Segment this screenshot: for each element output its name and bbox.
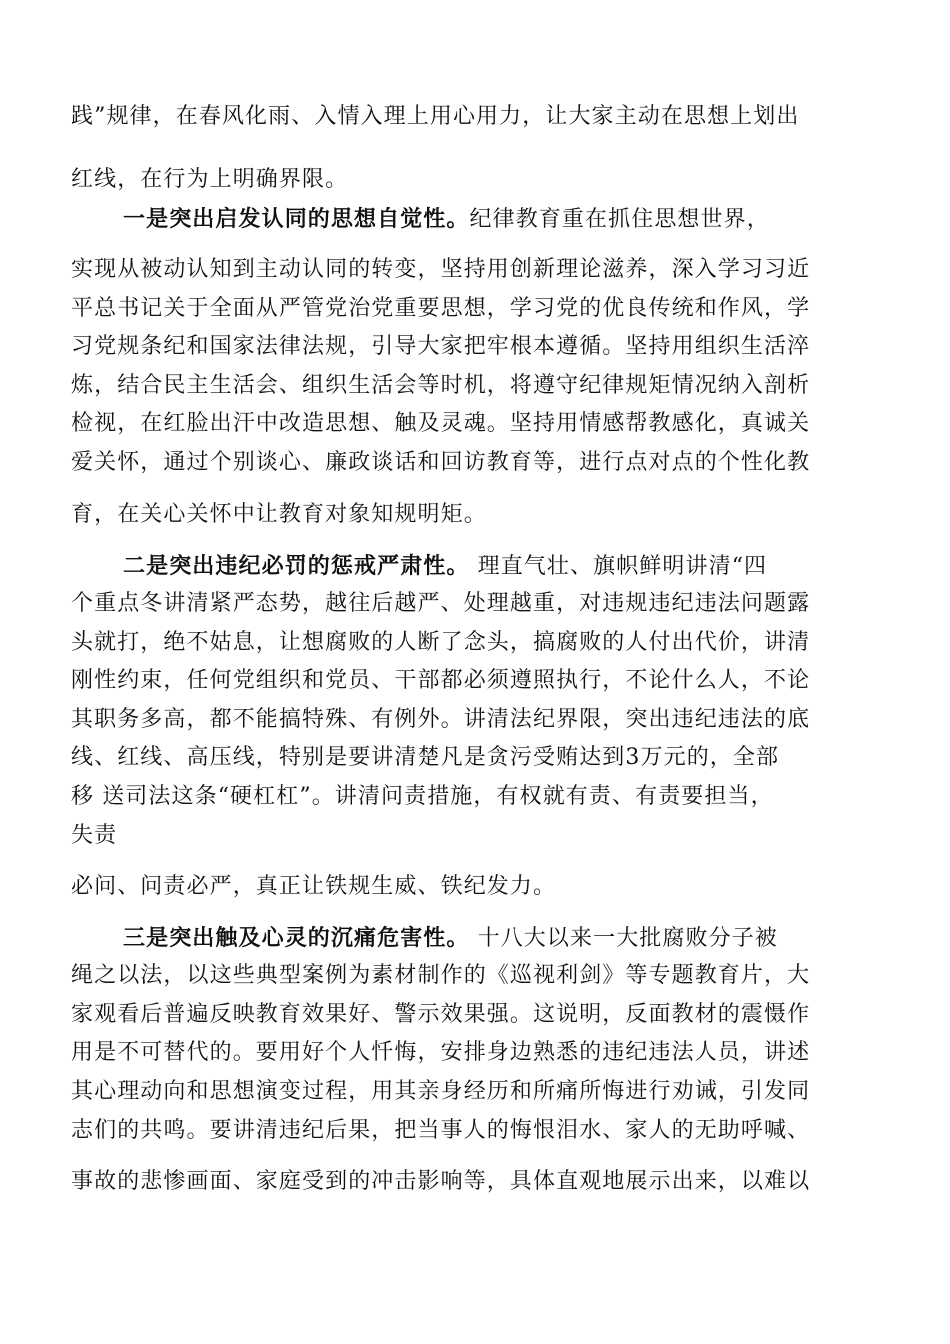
text-line: 家观看后普遍反映教育效果好、警示效果强。这说明，反面教材的震慑作 <box>71 1002 811 1027</box>
text-line: 检视，在红脸出汗中改造思想、触及灵魂。坚持用情感帮教感化，真诚关 <box>71 411 811 436</box>
text-line: 头就打，绝不姑息，让想腐败的人断了念头，搞腐败的人付出代价，讲清 <box>71 630 811 655</box>
section-3-first-line <box>123 925 778 952</box>
text-line: 志们的共鸣。要讲清违纪后果，把当事人的悔恨泪水、家人的无助呼喊、 <box>71 1118 811 1143</box>
text-line: 实现从被动认知到主动认同的转变，坚持用创新理论滋养，深入学习习近 <box>71 257 811 282</box>
text-line: 爱关怀，通过个别谈心、廉政谈话和回访教育等，进行点对点的个性化教 <box>71 450 811 475</box>
text-line: 个重点冬讲清紧严态势，越往后越严、处理越重，对违规违纪违法问题露 <box>71 591 811 616</box>
section-3-lead: 十八大以来一大批腐败分子被 <box>469 926 778 951</box>
text-line: 必问、问责必严，真正让铁规生威、铁纪发力。 <box>71 874 557 899</box>
section-2-first-line <box>123 553 767 580</box>
section-1-first-line <box>123 206 770 233</box>
text-line: 线、红线、高压线，特别是要讲清楚凡是贪污受贿达到3万元的，全部 <box>71 745 780 770</box>
text-line: 习党规条纪和国家法律法规，引导大家把牢根本遵循。坚持用组织生活淬 <box>71 334 811 359</box>
section-1-lead: 纪律教育重在抓住思想世界， <box>469 207 770 232</box>
text-line: 育，在关心关怀中让教育对象知规明矩。 <box>71 502 487 527</box>
text-line: 失责 <box>71 823 118 848</box>
text-line: 践”规律，在春风化雨、入情入理上用心用力，让大家主动在思想上划出 <box>71 104 800 129</box>
section-2-heading: 二是突出违纪必罚的惩戒严肃性。 <box>123 553 470 579</box>
text-line: 其职务多高，都不能搞特殊、有例外。讲清法纪界限，突出违纪违法的底 <box>71 707 811 732</box>
text-line: 用是不可替代的。要用好个人忏悔，安排身边熟悉的违纪违法人员，讲述 <box>71 1040 811 1065</box>
text-line: 炼，结合民主生活会、组织生活会等时机，将遵守纪律规矩情况纳入剖析 <box>71 373 811 398</box>
text-line: 事故的悲惨画面、家庭受到的冲击影响等，具体直观地展示出来，以难以 <box>71 1169 811 1194</box>
text-line: 绳之以法，以这些典型案例为素材制作的《巡视利剑》等专题教育片，大 <box>71 963 811 988</box>
text-line: 红线，在行为上明确界限。 <box>71 167 349 192</box>
section-3-heading: 三是突出触及心灵的沉痛危害性。 <box>123 925 470 951</box>
text-line: 平总书记关于全面从严管党治党重要思想，学习党的优良传统和作风，学 <box>71 296 811 321</box>
section-2-lead: 理直气壮、旗帜鲜明讲清“四 <box>469 554 768 579</box>
text-line: 移 送司法这条“硬杠杠”。讲清问责措施，有权就有责、有责要担当， <box>71 784 774 809</box>
section-1-heading: 一是突出启发认同的思想自觉性。 <box>123 206 470 232</box>
text-line: 刚性约束，任何党组织和党员、干部都必须遵照执行，不论什么人，不论 <box>71 668 811 693</box>
text-line: 其心理动向和思想演变过程，用其亲身经历和所痛所悔进行劝诫，引发同 <box>71 1079 811 1104</box>
